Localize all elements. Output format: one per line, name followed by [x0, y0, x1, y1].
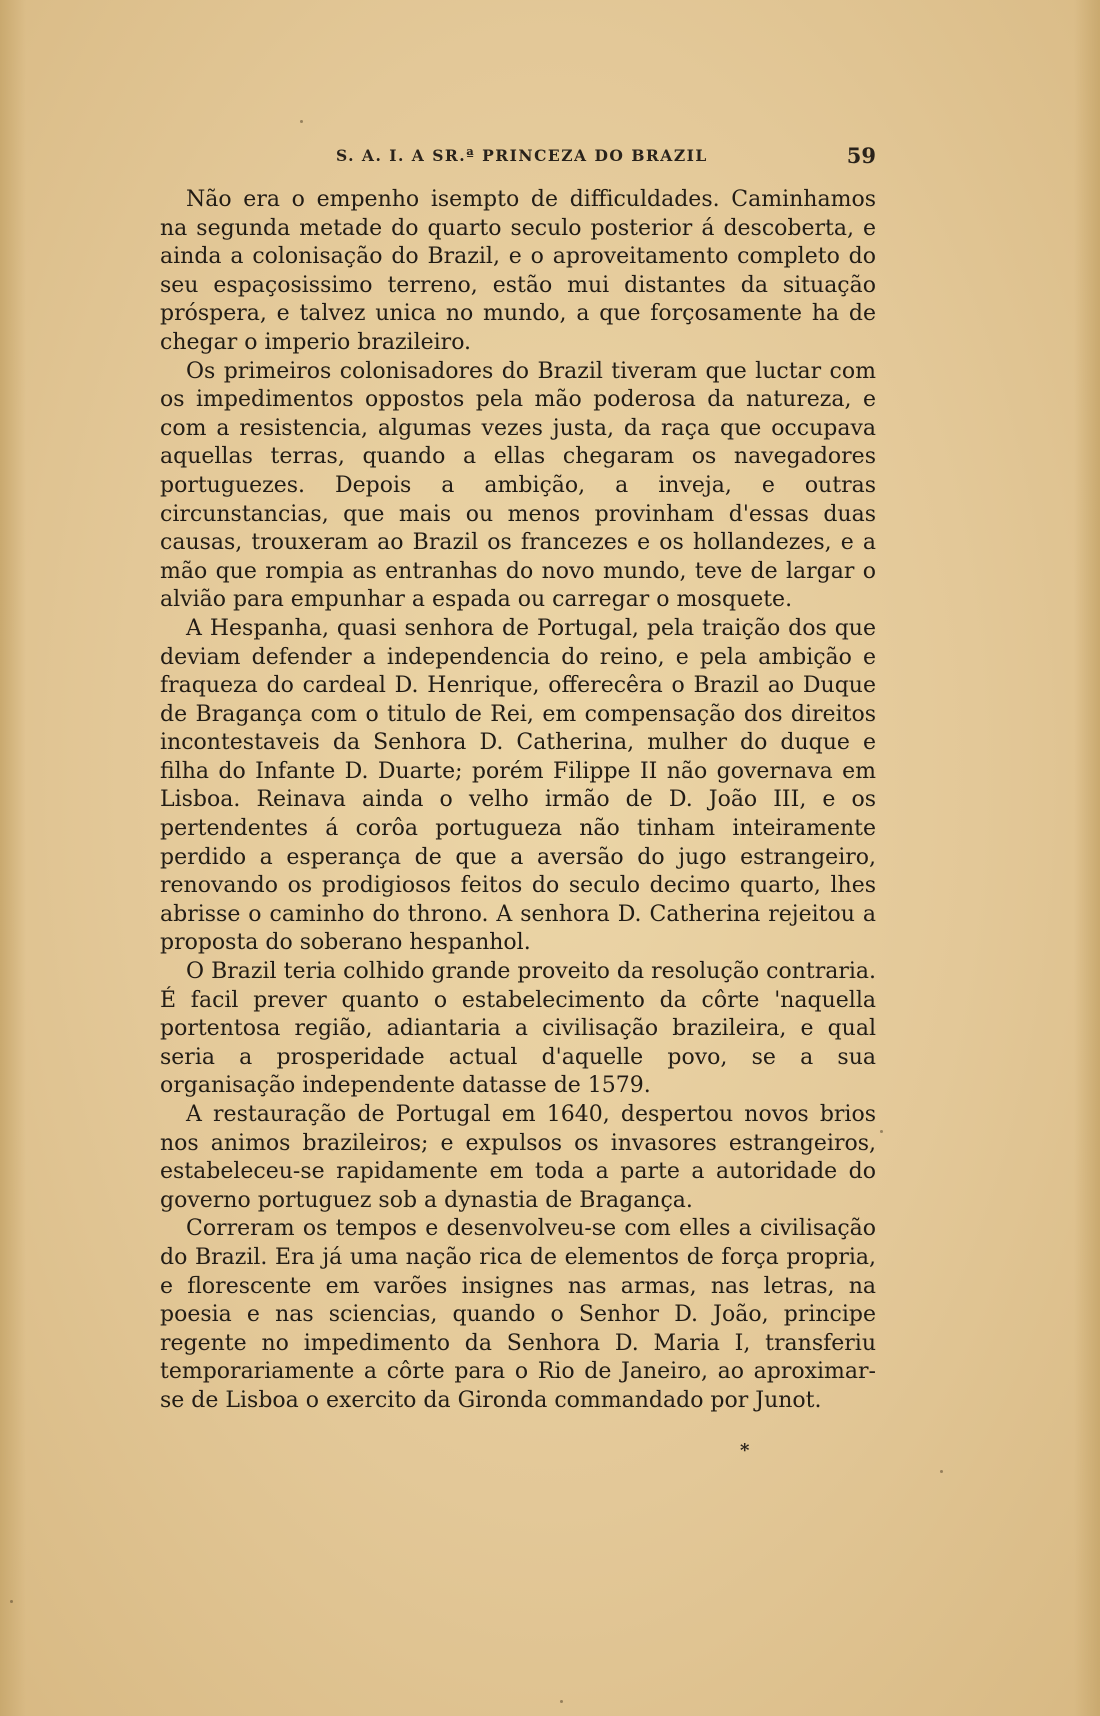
page-number: 59: [846, 143, 876, 168]
footer-ornament: *: [740, 1440, 750, 1461]
page-edge-right: [1074, 0, 1100, 1716]
paper-speck: [10, 1600, 13, 1603]
paragraph: Correram os tempos e desenvolveu-se com elles a civilisação do Brazil. Era já uma nação rica de elementos de força propria, e florescente em varões insignes nas armas, nas letras, na poesia e nas sciencias, quando o Senhor D. João, principe regente no impedimento da Senhora D. Maria I, transferiu temporariamente a côrte para o Rio de Janeiro, ao aproximar-se de Lisboa o exercito da Gironda commandado por Junot.: [160, 1216, 876, 1413]
paragraph: Não era o empenho isempto de difficuldades. Caminhamos na segunda metade do quarto seculo posterior á descoberta, e ainda a colonisação do Brazil, e o aproveitamento completo do seu espaçosissimo terreno, estão mui distantes da situação próspera, e talvez unica no mundo, a que forçosamente ha de chegar o imperio brazileiro.: [160, 187, 876, 355]
paragraph: A restauração de Portugal em 1640, despertou novos brios nos animos brazileiros; e expulsos os invasores estrangeiros, estabeleceu-se rapidamente em toda a parte a autoridade do governo portuguez sob a dynastia de Bragança.: [160, 1102, 876, 1213]
page-edge-left: [0, 0, 26, 1716]
paper-speck: [940, 1470, 943, 1473]
paper-speck: [560, 1700, 563, 1703]
body-text: [160, 186, 876, 1416]
paragraph: A Hespanha, quasi senhora de Portugal, pela traição dos que deviam defender a independencia do reino, e pela ambição e fraqueza do cardeal D. Henrique, offerecêra o Brazil ao Duque de Bragança com o titulo de Rei, em compensação dos direitos incontestaveis da Senhora D. Catherina, mulher do duque e filha do Infante D. Duarte; porém Filippe II não governava em Lisboa. Reinava ainda o velho irmão de D. João III, e os pertendentes á corôa portugueza não tinham inteiramente perdido a esperança de que a aversão do jugo estrangeiro, renovando os prodigiosos feitos do seculo decimo quarto, lhes abrisse o caminho do throno. A senhora D. Catherina rejeitou a proposta do soberano hespanhol.: [160, 615, 876, 956]
running-head: [160, 143, 876, 172]
running-title: S. A. I. A SR.ª PRINCEZA DO BRAZIL: [336, 146, 708, 165]
paper-speck: [300, 120, 303, 123]
paper-speck: [880, 1130, 883, 1133]
paragraph: Os primeiros colonisadores do Brazil tiveram que luctar com os impedimentos oppostos pela mão poderosa da natureza, e com a resistencia, algumas vezes justa, da raça que occupava aquellas terras, quando a ellas chegaram os navegadores portuguezes. Depois a ambição, a inveja, e outras circunstancias, que mais ou menos provinham d'essas duas causas, trouxeram ao Brazil os francezes e os hollandezes, e a mão que rompia as entranhas do novo mundo, teve de largar o alvião para empunhar a espada ou carregar o mosquete.: [160, 358, 876, 613]
paragraph: O Brazil teria colhido grande proveito da resolução contraria. É facil prever quanto o estabelecimento da côrte 'naquella portentosa região, adiantaria a civilisação brazileira, e qual seria a prosperidade actual d'aquelle povo, se a sua organisação independente datasse de 1579.: [160, 959, 876, 1099]
